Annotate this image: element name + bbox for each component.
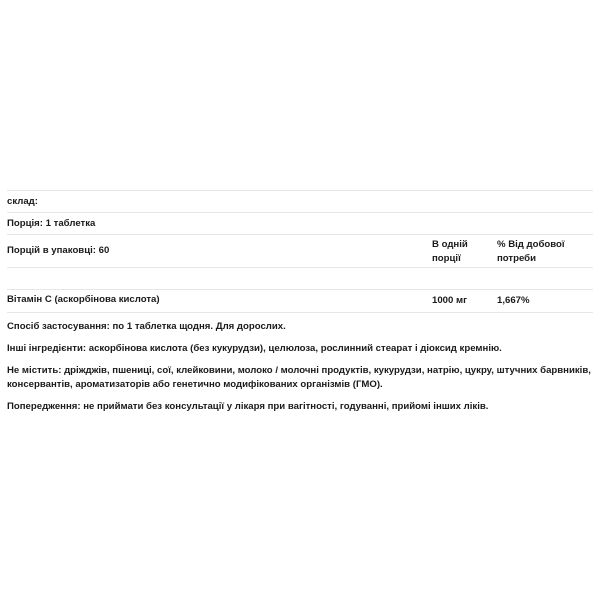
other-ingredients-text: Інші інгредієнти: аскорбінова кислота (без кукурудзи), целюлоза, рослинний стеарат і діоксид кремнію. [7,343,502,354]
amount-header-line-2: порції [432,253,461,264]
servings-per-container: Порцій в упаковці: 60 [7,245,110,256]
amount-header [432,238,468,266]
product-details [7,320,597,422]
daily-value-header [497,238,565,266]
table-header-row [7,234,593,267]
amount-header-line-1: В одній [432,239,468,250]
dv-header-line-1: % Від добової [497,239,565,250]
nutrient-daily-value: 1,667% [497,295,530,306]
supplement-facts-table [7,190,593,313]
serving-size-row [7,212,593,234]
spacer-row [7,267,593,289]
free-of-text: Не містить: дріжджів, пшениці, сої, клейковини, молоко / молочні продуктів, кукурудзи, натрію, цукру, штучних барвників, консервантів, ароматизаторів або генетично модифікованих організмів (ГМО). [7,365,591,390]
nutrient-name: Вітамін С (аскорбінова кислота) [7,294,160,305]
dv-header-line-2: потреби [497,253,537,264]
nutrient-amount: 1000 мг [432,295,468,306]
table-title: склад: [7,196,38,207]
serving-size: Порція: 1 таблетка [7,218,96,229]
warning-text: Попередження: не приймати без консультації у лікаря при вагітності, годуванні, прийомі інших ліків. [7,401,489,412]
table-row [7,289,593,313]
usage-text: Спосіб застосування: по 1 таблетка щодня. Для дорослих. [7,321,286,332]
table-title-row [7,190,593,212]
